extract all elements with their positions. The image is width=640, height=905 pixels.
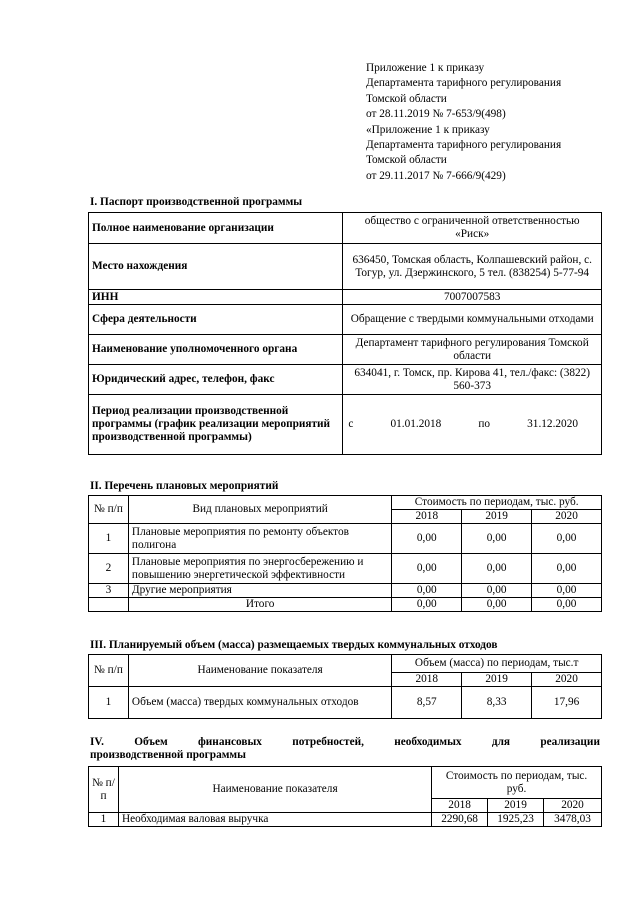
activities-table (88, 495, 602, 612)
passport-table (88, 212, 602, 455)
table-row (89, 584, 602, 598)
title-word: необходимых (394, 736, 462, 748)
period-value (343, 395, 602, 455)
total-label: Итого (128, 598, 391, 612)
table-header-row (89, 496, 602, 510)
row-num: 1 (89, 524, 129, 554)
passport-value: 634041, г. Томск, пр. Кирова 41, тел./факс: (3822) 560-373 (343, 365, 602, 395)
table-row (89, 554, 602, 584)
row-name: Объем (масса) твердых коммунальных отходов (128, 687, 391, 719)
title-word: реализации (540, 736, 600, 748)
passport-label: Полное наименование организации (89, 213, 343, 244)
column-header-cost: Стоимость по периодам, тыс. руб. (432, 767, 602, 799)
table-row (89, 305, 602, 335)
title-word: IV. (90, 736, 104, 748)
table-row (89, 524, 602, 554)
year-header: 2020 (544, 799, 602, 813)
title-word: финансовых (197, 736, 262, 748)
cell-value: 0,00 (532, 584, 602, 598)
cell-value: 0,00 (462, 554, 532, 584)
header-line: Департамента тарифного регулирования (366, 139, 562, 152)
cell-value: 0,00 (392, 584, 462, 598)
column-header-num: № п/п (89, 767, 119, 813)
title-word: Объем (134, 736, 168, 748)
column-header-volume: Объем (масса) по периодам, тыс.т (392, 655, 602, 673)
column-header-name: Наименование показателя (128, 655, 391, 687)
passport-label: ИНН (89, 290, 343, 305)
table-row (89, 687, 602, 719)
cell-value: 2290,68 (432, 813, 488, 827)
waste-volume-table (88, 654, 602, 719)
column-header-name: Вид плановых мероприятий (128, 496, 391, 524)
cell-value: 0,00 (462, 524, 532, 554)
column-header-name: Наименование показателя (118, 767, 431, 813)
year-header: 2019 (462, 673, 532, 687)
header-line: «Приложение 1 к приказу (366, 123, 490, 136)
cell-value: 0,00 (392, 524, 462, 554)
table-row (89, 244, 602, 290)
row-name: Необходимая валовая выручка (118, 813, 431, 827)
passport-label: Сфера деятельности (89, 305, 343, 335)
cell-value: 0,00 (532, 554, 602, 584)
financial-needs-table (88, 766, 602, 827)
section-2-title: II. Перечень плановых мероприятий (90, 480, 279, 492)
title-word: потребностей, (292, 736, 364, 748)
table-row (89, 335, 602, 365)
passport-label: Наименование уполномоченного органа (89, 335, 343, 365)
year-header: 2019 (488, 799, 544, 813)
passport-value: Департамент тарифного регулирования Томской области (343, 335, 602, 365)
table-header-row (89, 655, 602, 673)
row-num: 3 (89, 584, 129, 598)
cell-value: 0,00 (532, 598, 602, 612)
cell-value: 8,57 (392, 687, 462, 719)
total-empty-cell (89, 598, 129, 612)
table-total-row (89, 598, 602, 612)
header-line: от 28.11.2019 № 7-653/9(498) (366, 108, 506, 121)
section-3-title: III. Планируемый объем (масса) размещаемых твердых коммунальных отходов (90, 639, 498, 651)
table-row (89, 365, 602, 395)
passport-label: Период реализации производственной программы (график реализации мероприятий производственной программы) (89, 395, 343, 455)
table-row (89, 813, 602, 827)
period-from-word: с (348, 418, 354, 430)
cell-value: 1925,23 (488, 813, 544, 827)
row-num: 2 (89, 554, 129, 584)
row-name: Плановые мероприятия по ремонту объектов полигона (128, 524, 391, 554)
order-reference-header (366, 61, 561, 184)
passport-label: Место нахождения (89, 244, 343, 290)
year-header: 2018 (432, 799, 488, 813)
table-row (89, 213, 602, 244)
year-header: 2020 (532, 510, 602, 524)
cell-value: 0,00 (462, 598, 532, 612)
table-row (89, 395, 602, 455)
period-to: 31.12.2020 (527, 418, 578, 430)
year-header: 2019 (462, 510, 532, 524)
cell-value: 8,33 (462, 687, 532, 719)
cell-value: 0,00 (462, 584, 532, 598)
passport-label: Юридический адрес, телефон, факс (89, 365, 343, 395)
section-4-title (90, 736, 600, 762)
cell-value: 3478,03 (544, 813, 602, 827)
title-line-2: производственной программы (90, 749, 246, 761)
period-to-word: по (478, 418, 491, 430)
year-header: 2018 (392, 510, 462, 524)
passport-value: Обращение с твердыми коммунальными отходами (343, 305, 602, 335)
year-header: 2018 (392, 673, 462, 687)
column-header-num: № п/п (89, 496, 129, 524)
title-word: для (491, 736, 511, 748)
cell-value: 0,00 (532, 524, 602, 554)
row-name: Плановые мероприятия по энергосбережению и повышению энергетической эффективности (128, 554, 391, 584)
table-row (89, 290, 602, 305)
year-header: 2020 (532, 673, 602, 687)
cell-value: 0,00 (392, 554, 462, 584)
table-header-row (89, 767, 602, 799)
header-line: Приложение 1 к приказу (366, 62, 485, 74)
cell-value: 17,96 (532, 687, 602, 719)
header-line: от 29.11.2017 № 7-666/9(429) (366, 169, 506, 182)
header-line: Томской области (366, 154, 447, 167)
cell-value: 0,00 (392, 598, 462, 612)
header-line: Департамента тарифного регулирования (366, 77, 562, 90)
passport-value: 7007007583 (343, 290, 602, 305)
section-1-title: I. Паспорт производственной программы (90, 196, 303, 208)
row-num: 1 (89, 813, 119, 827)
column-header-cost: Стоимость по периодам, тыс. руб. (392, 496, 602, 510)
passport-value: 636450, Томская область, Колпашевский район, с. Тогур, ул. Дзержинского, 5 тел. (838254) 5-77-94 (343, 244, 602, 290)
period-from: 01.01.2018 (390, 418, 442, 430)
row-num: 1 (89, 687, 129, 719)
header-line: Томской области (366, 92, 447, 105)
column-header-num: № п/п (89, 655, 129, 687)
passport-value: общество с ограниченной ответственностью «Риск» (343, 213, 602, 244)
row-name: Другие мероприятия (128, 584, 391, 598)
